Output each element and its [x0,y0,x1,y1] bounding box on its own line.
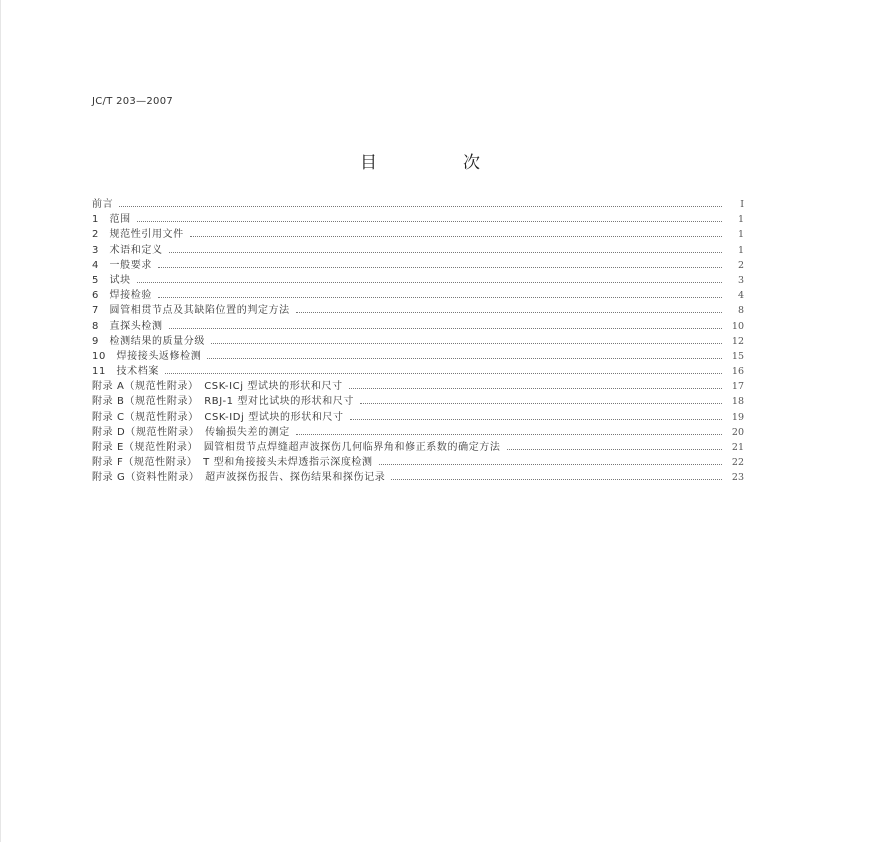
toc-dot-leader [350,419,722,420]
toc-title [360,148,480,173]
toc-entry[interactable] [92,258,744,273]
toc-entry[interactable] [92,349,744,364]
toc-entry-page-number: 12 [731,335,744,347]
standard-code: JC/T 203—2007 [92,96,174,107]
toc-entry-label: 1 范围 [92,214,131,226]
toc-entry-page-number: 1 [737,244,744,256]
toc-entry-page-number: 19 [731,411,744,423]
toc-dot-leader [360,403,722,404]
toc-entry-label: 6 焊接检验 [92,290,152,302]
toc-dot-leader [211,343,722,344]
toc-entry-label: 3 术语和定义 [92,244,163,256]
toc-entry-page-number: 1 [737,214,744,226]
toc-entry-label: 8 直探头检测 [92,320,163,332]
toc-dot-leader [158,297,722,298]
toc-dot-leader [296,312,722,313]
toc-entry[interactable] [92,470,744,485]
toc-entry-label: 附录 G（资料性附录） 超声波探伤报告、探伤结果和探伤记录 [92,472,386,484]
toc-entry-label: 11 技术档案 [92,366,159,378]
toc-title-char-2: 次 [463,153,480,173]
toc-entry-label: 附录 C（规范性附录） CSK-ⅠDj 型试块的形状和尺寸 [92,411,344,423]
toc-entry-label: 10 焊接接头返修检测 [92,350,202,362]
toc-entry-page-number: 4 [737,290,744,302]
toc-entry[interactable] [92,425,744,440]
toc-entry-page-number: I [740,199,744,210]
toc-dot-leader [165,373,722,374]
toc-dot-leader [169,252,722,253]
toc-dot-leader [507,449,723,450]
toc-entry[interactable] [92,197,744,212]
toc-entry-page-number: 18 [731,396,744,408]
toc-dot-leader [207,358,722,359]
toc-entry-page-number: 20 [731,426,744,438]
toc-entry-label: 前言 [92,199,114,210]
toc-entry[interactable] [92,455,744,470]
toc-entry-label: 2 规范性引用文件 [92,229,184,241]
toc-dot-leader [190,236,722,237]
toc-dot-leader [169,328,722,329]
toc-entry-label: 附录 A（规范性附录） CSK-ⅠCj 型试块的形状和尺寸 [92,381,343,393]
toc-dot-leader [296,434,722,435]
toc-entry-page-number: 3 [737,274,744,286]
toc-dot-leader [137,282,722,283]
toc-entry-label: 附录 F（规范性附录） T 型和角接接头未焊透指示深度检测 [92,457,373,469]
toc-entry[interactable] [92,273,744,288]
toc-entry[interactable] [92,212,744,227]
toc-entry[interactable] [92,227,744,242]
toc-entry-label: 附录 B（规范性附录） RBJ-1 型对比试块的形状和尺寸 [92,396,354,408]
toc-entry-page-number: 10 [731,320,744,332]
toc-entry[interactable] [92,440,744,455]
toc-entry-label: 7 圆管相贯节点及其缺陷位置的判定方法 [92,305,290,317]
toc-entry-label: 4 一般要求 [92,259,152,271]
toc-entry[interactable] [92,303,744,318]
toc-dot-leader [379,464,722,465]
toc-title-char-1: 目 [360,153,377,173]
toc-entry-page-number: 8 [737,305,744,317]
toc-dot-leader [349,388,722,389]
toc-entry[interactable] [92,394,744,409]
toc-entry-page-number: 21 [731,442,744,453]
toc-entry-page-number: 15 [731,350,744,362]
toc-entry[interactable] [92,243,744,258]
toc-entry-label: 附录 D（规范性附录） 传输损失差的测定 [92,426,290,438]
toc-entry-label: 5 试块 [92,274,131,286]
toc-entry-page-number: 23 [731,472,744,484]
toc-entry[interactable] [92,379,744,394]
toc-dot-leader [391,479,722,480]
toc-entry[interactable] [92,319,744,334]
toc-entry[interactable] [92,364,744,379]
toc-dot-leader [137,221,722,222]
toc-entry-page-number: 1 [737,229,744,241]
toc-entry-page-number: 17 [731,381,744,393]
toc-dot-leader [158,267,722,268]
table-of-contents [92,197,744,486]
toc-entry-page-number: 16 [731,366,744,378]
toc-entry[interactable] [92,410,744,425]
toc-entry-label: 9 检测结果的质量分级 [92,335,205,347]
toc-entry-page-number: 22 [731,457,744,469]
toc-entry-page-number: 2 [737,259,744,271]
scan-edge-mark [0,0,1,842]
toc-entry[interactable] [92,334,744,349]
toc-entry-label: 附录 E（规范性附录） 圆管相贯节点焊缝超声波探伤几何临界角和修正系数的确定方法 [92,442,501,453]
toc-entry[interactable] [92,288,744,303]
toc-dot-leader [119,206,722,207]
